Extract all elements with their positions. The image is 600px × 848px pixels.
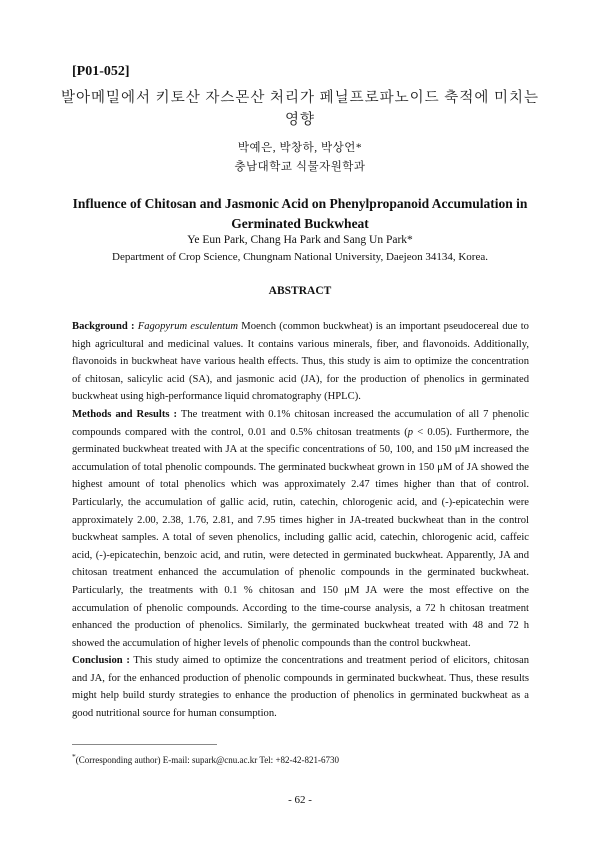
footnote-text: (Corresponding author) E-mail: supark@cnu.ac.kr Tel: +82-42-821-6730 (75, 755, 340, 765)
methods-text-a: The treatment with 0.1% chitosan increased the accumulation of all 7 phenolic compounds compared with the control, 0.01 and 0.5% chitosan treatments ( (72, 408, 529, 438)
conclusion-label: Conclusion : (72, 655, 130, 667)
english-department: Department of Crop Science, Chungnam National University, Daejeon 34134, Korea. (112, 251, 488, 263)
footnote-mark: * (72, 752, 76, 761)
korean-title: 발아메밀에서 키토산 자스몬산 처리가 페닐프로파노이드 축적에 미치는 영향 (61, 90, 539, 128)
korean-department: 충남대학교 식물자원학과 (234, 161, 366, 173)
abstract-code: [P01-052] (72, 64, 130, 79)
conclusion-text: This study aimed to optimize the concentrations and treatment period of elicitors, chitosan and JA, for the enhanced production of phenolic compounds in germinated buckwheat. Thus, these results might help build sturdy strategies to enhance the production of phenolics in germinated buckwheat as a good nutritional source for human consumption. (72, 655, 530, 720)
page-number: - 62 - (288, 794, 312, 806)
english-authors: Ye Eun Park, Chang Ha Park and Sang Un Park* (187, 234, 413, 246)
species-name: Fagopyrum esculentum (137, 321, 239, 332)
methods-paragraph (72, 406, 529, 652)
korean-authors: 박예은, 박창하, 박상언* (237, 142, 363, 154)
methods-text-b: < 0.05). Furthermore, the germinated buckwheat treated with JA at the specific concentrations of 50, 100, and 150 μM increased the accumulation of total phenolic compounds. The germinated buckwheat grown in 150 μM of JA showed the highest amount of total phenolics which was approximately 2.47 times higher than that of control. Particularly, the accumulation of gallic acid, rutin, catechin, chlorogenic acid, and (-)-epicatechin were approximately 2.00, 2.38, 1.76, 2.81, and 7.95 times higher in JA-treated buckwheat than in the control buckwheat samples. A total of seven phenolics, including gallic acid, catechin, chlorogenic acid, caffeic acid, (-)-epicatechin, benzoic acid, and rutin, were detected in germinated buckwheat. Apparently, JA and chitosan treatment enhanced the accumulation of phenolic compounds in the germinated buckwheat. Particularly, the treatments with 0.1 % chitosan and 150 μM JA were the most effective on the accumulation of phenolic compounds. According to the time-course analysis, a 72 h chitosan treatment enhanced the production of phenolics. Similarly, the germinated buckwheat treated with 48 and 72 h showed the accumulation of higher levels of phenolic compounds than the control buckwheat. (72, 426, 529, 649)
footnote (72, 752, 339, 765)
methods-label: Methods and Results : (72, 408, 178, 420)
background-label: Background : (72, 321, 135, 332)
background-text: Moench (common buckwheat) is an important pseudocereal due to high agricultural and medicinal values. It contains various minerals, fiber, and flavonoids. Additionally, flavonoids in buckwheat have various health effects. Thus, this study is aim to optimize the concentration of chitosan, salicylic acid (SA), and jasmonic acid (JA), for the production of phenolics in germinated buckwheat using high-performance liquid chromatography (HPLC). (72, 321, 529, 403)
p-value-symbol: p (407, 426, 414, 438)
english-title: Influence of Chitosan and Jasmonic Acid on Phenylpropanoid Accumulation in Germinated Buckwheat (72, 196, 528, 231)
conclusion-paragraph (72, 652, 529, 722)
background-paragraph (72, 318, 529, 406)
abstract-heading: ABSTRACT (268, 285, 332, 297)
footnote-divider (72, 744, 217, 745)
abstract-body (72, 318, 529, 723)
